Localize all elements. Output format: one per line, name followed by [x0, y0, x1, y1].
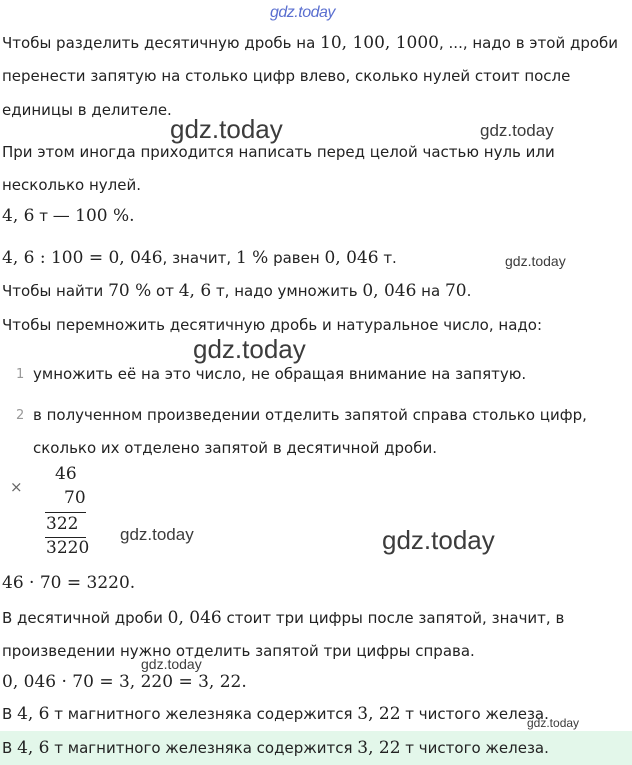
math: 4, 6: [17, 704, 50, 724]
text: на: [416, 282, 445, 300]
multiply-sign: ×: [10, 478, 23, 496]
multiplicand: 46: [55, 464, 77, 484]
explanation-line: [2, 608, 564, 628]
multiplier: 70: [64, 488, 86, 508]
math: 4, 6: [17, 738, 50, 758]
step-text: в полученном произведении отделить запятой справа столько цифр,: [33, 406, 587, 424]
math: 4, 6: [2, 206, 35, 226]
watermark: gdz.today: [270, 4, 335, 21]
text: .: [466, 282, 472, 300]
instruction-line: Чтобы перемножить десятичную дробь и натуральное число, надо:: [2, 316, 542, 334]
watermark: gdz.today: [527, 716, 580, 730]
text: В: [2, 739, 18, 757]
equation-line: [2, 573, 135, 593]
column-rule: [45, 512, 86, 513]
text: В: [2, 705, 18, 723]
text: , ..., надо в этой дроби: [439, 34, 619, 52]
math: 70: [444, 281, 467, 301]
equation-line: [2, 672, 247, 692]
watermark: gdz.today: [170, 114, 283, 144]
explanation-line: произведении нужно отделить запятой три цифры справа.: [2, 642, 475, 660]
math: 0, 046: [167, 608, 222, 628]
text: равен: [268, 249, 325, 267]
rule-paragraph-line: единицы в делителе.: [2, 101, 172, 119]
text: , значит,: [162, 249, 236, 267]
partial-product: 322: [46, 514, 79, 534]
watermark: gdz.today: [480, 121, 554, 140]
step-text: сколько их отделено запятой в десятичной дроби.: [33, 439, 437, 457]
text: стоит три цифры после запятой, значит, в: [221, 609, 565, 627]
watermark: gdz.today: [382, 525, 495, 555]
text: т.: [378, 249, 397, 267]
math: 0, 046: [324, 248, 379, 268]
note-paragraph-line: При этом иногда приходится написать перед целой частью нуль или: [2, 143, 555, 161]
text: т магнитного железняка содержится: [49, 705, 358, 723]
text: т магнитного железняка содержится: [49, 739, 358, 757]
text: т чистого железа.: [400, 705, 549, 723]
watermark: gdz.today: [120, 525, 194, 544]
text: В десятичной дроби: [2, 609, 168, 627]
step-number: 1: [16, 367, 25, 382]
step-number: 2: [16, 408, 25, 423]
equation-line: [2, 206, 135, 226]
math: 4, 6: [178, 281, 212, 301]
rule-paragraph-line: [2, 33, 618, 53]
rule-paragraph-line: перенести запятую на столько цифр влево, сколько нулей стоит после: [2, 67, 571, 85]
math: 10, 100, 1000: [320, 33, 439, 53]
math: — 100 %.: [52, 206, 135, 226]
text: т: [34, 207, 53, 225]
math: 4, 6 : 100 = 0, 046: [2, 248, 163, 268]
watermark: gdz.today: [193, 334, 306, 364]
text: Чтобы разделить десятичную дробь на: [2, 34, 321, 52]
instruction-line: [2, 281, 471, 301]
math: 0, 046: [362, 281, 417, 301]
math: 3, 22: [357, 704, 401, 724]
conclusion-line: [2, 704, 549, 724]
math: 70 %: [108, 281, 152, 301]
math: 0, 046 · 70 = 3, 220 = 3, 22.: [2, 672, 247, 692]
answer-box: [0, 731, 632, 765]
text: Чтобы найти: [2, 282, 109, 300]
note-paragraph-line: несколько нулей.: [2, 176, 141, 194]
step-text: умножить её на это число, не обращая внимание на запятую.: [33, 365, 527, 383]
column-result: 3220: [46, 538, 90, 558]
math: 1 %: [235, 248, 269, 268]
watermark: gdz.today: [141, 656, 202, 672]
answer-text: [2, 738, 549, 758]
text: т, надо умножить: [211, 282, 363, 300]
equation-line: [2, 248, 397, 268]
watermark: gdz.today: [505, 253, 566, 269]
math: 46 · 70 = 3220.: [2, 573, 136, 593]
math: 3, 22: [357, 738, 401, 758]
text: т чистого железа.: [400, 739, 549, 757]
text: от: [151, 282, 179, 300]
